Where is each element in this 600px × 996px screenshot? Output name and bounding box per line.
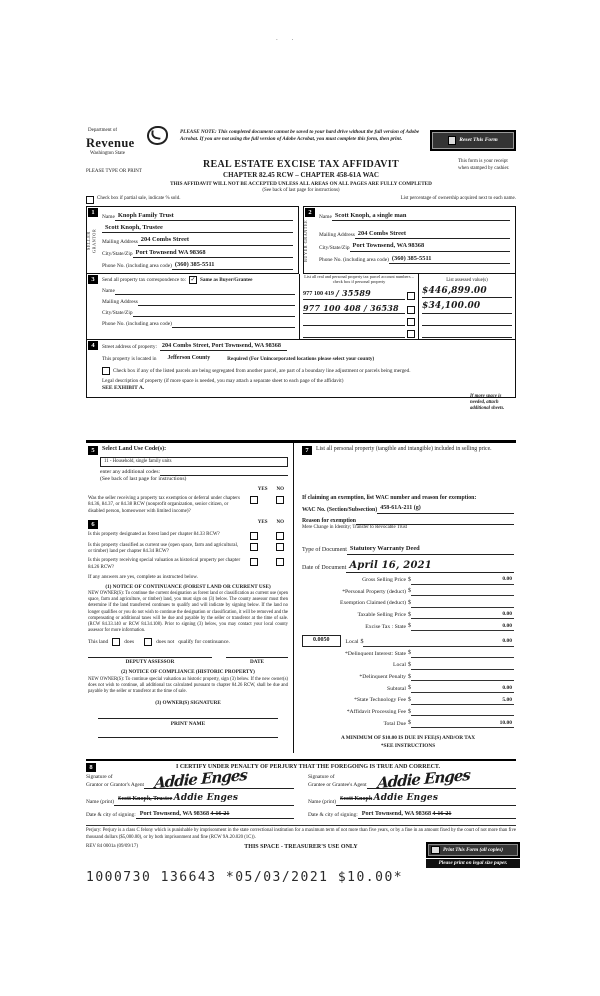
partial-sale-label: Check box if partial sale, indicate % sold. bbox=[97, 195, 181, 201]
exemption-question: Was the seller receiving a property tax exemption or deferral under chapters 84.36, 84.37, or 84.38 RCW (nonprofit organization, senior citizen, or disabled person, homeowner with limited income)? bbox=[88, 496, 240, 514]
type-of-document-label: Type of Document bbox=[302, 546, 347, 553]
parcel-numbers-column bbox=[299, 274, 419, 339]
dollar-sign: $ bbox=[408, 588, 411, 595]
ownership-note: List percentage of ownership acquired next to each name. bbox=[400, 195, 516, 201]
same-as-buyer-label: Same as Buyer/Grantee bbox=[199, 276, 253, 283]
personal-property-column bbox=[294, 443, 516, 753]
total-due-field[interactable]: 10.00 bbox=[411, 720, 514, 728]
correspondence-column bbox=[87, 274, 299, 339]
additional-codes-label: enter any additional codes: bbox=[100, 468, 161, 475]
parcel-3-field[interactable] bbox=[303, 317, 405, 326]
qualify-label: qualify for continuance. bbox=[178, 638, 230, 645]
land-use-column bbox=[86, 443, 294, 753]
corr-name-label: Name bbox=[102, 288, 115, 295]
this-land-label: This land bbox=[88, 638, 109, 645]
state-technology-fee-label: *State Technology Fee bbox=[354, 697, 406, 704]
legal-description-label: Legal description of property (if more space is needed, you may attach a separate sheet to each page of the affidavit) bbox=[102, 377, 344, 384]
excise-tax-state-field[interactable]: 0.00 bbox=[411, 623, 514, 631]
grantor-name-print-label: Name (print) bbox=[86, 798, 114, 805]
buyer-name-field[interactable]: Scott Knoph, a single man bbox=[332, 212, 510, 221]
dollar-sign: $ bbox=[408, 650, 411, 657]
form-revision-number: REV 84 0001a (09/09/17) bbox=[86, 843, 138, 849]
section-number-1: 1 bbox=[88, 208, 98, 217]
segregated-checkbox[interactable] bbox=[102, 367, 110, 375]
local-rate-box[interactable]: 0.0050 bbox=[302, 635, 341, 647]
excise-tax-local-field[interactable]: 0.00 bbox=[363, 638, 514, 646]
deputy-date-line[interactable]: DATE bbox=[226, 657, 288, 666]
grantee-name-print-field[interactable] bbox=[336, 793, 516, 806]
exemption-claimed-label: Exemption Claimed (deduct) bbox=[339, 600, 406, 607]
section-number-5: 5 bbox=[88, 446, 98, 455]
reason-exemption-field[interactable] bbox=[356, 517, 514, 525]
does-label: does bbox=[124, 638, 135, 645]
assessed-3-field[interactable] bbox=[422, 317, 512, 326]
forest-yes-checkbox[interactable] bbox=[250, 532, 258, 540]
parcel-3-personal-checkbox[interactable] bbox=[407, 318, 415, 326]
grantee-signature-block bbox=[308, 766, 516, 820]
corr-mailing-label: Mailing Address bbox=[102, 299, 138, 306]
form-header bbox=[86, 128, 516, 157]
print-form-label: Print This Form (all copies) bbox=[443, 846, 503, 853]
personal-property-deduct-field[interactable] bbox=[411, 588, 514, 596]
parcel-2-field[interactable] bbox=[303, 303, 405, 314]
certify-statement: I CERTIFY UNDER PENALTY OF PERJURY THAT THE FOREGOING IS TRUE AND CORRECT. bbox=[175, 763, 440, 770]
owners-signature-line[interactable] bbox=[98, 718, 278, 719]
affidavit-processing-fee-label: *Affidavit Processing Fee bbox=[346, 708, 406, 715]
grantor-signature-line[interactable] bbox=[144, 766, 294, 793]
historic-yes-checkbox[interactable] bbox=[250, 558, 258, 566]
if-yes-note: If any answers are yes, complete as instructed below. bbox=[88, 573, 199, 580]
taxable-selling-price-label: Taxable Selling Price bbox=[357, 612, 406, 619]
grantee-date-struck: 4-16-21 bbox=[432, 810, 452, 817]
corr-name-field[interactable] bbox=[115, 287, 295, 295]
corr-mailing-field[interactable] bbox=[138, 298, 295, 306]
assessed-2-handwritten: $34,100.00 bbox=[422, 301, 481, 312]
no-header: NO bbox=[276, 486, 284, 492]
subtotal-field[interactable]: 0.00 bbox=[411, 685, 514, 693]
excise-tax-local-label: Local bbox=[345, 639, 359, 646]
seller-csz-field[interactable]: Port Townsend WA 98368 bbox=[133, 249, 293, 258]
land-use-select[interactable]: 11 - Household, single family units bbox=[100, 457, 288, 467]
wac-no-label: WAC No. (Section/Subsection) bbox=[302, 506, 378, 513]
parcel-1-handwritten: / 35589 bbox=[335, 288, 371, 299]
reason-exemption-value: Mere Change in Identity; Transfer to Revocable Trust bbox=[302, 525, 407, 531]
corr-csz-field[interactable] bbox=[133, 309, 295, 317]
seller-csz-label: City/State/Zip bbox=[102, 250, 133, 257]
deputy-assessor-line[interactable]: DEPUTY ASSESSOR bbox=[88, 657, 212, 666]
historic-question: Is this property receiving special valuation as historical property per chapter 84.26 RCW? bbox=[88, 558, 241, 570]
grantee-name-struck: Scott Knoph bbox=[340, 795, 373, 802]
delinquent-interest-state-label: *Delinquent Interest: State bbox=[345, 650, 406, 657]
subtotal-label: Subtotal bbox=[387, 685, 406, 692]
dor-logo bbox=[86, 128, 174, 157]
grantee-name-print-label: Name (print) bbox=[308, 798, 336, 805]
street-address-field[interactable]: 204 Combs Street, Port Townsend, WA 98368 bbox=[160, 342, 287, 351]
grantor-date-city-field[interactable] bbox=[136, 810, 294, 820]
partial-sale-checkbox[interactable] bbox=[86, 196, 94, 204]
property-address-section bbox=[86, 340, 516, 398]
grantor-name-print-field[interactable] bbox=[114, 793, 294, 806]
parcel-4-field[interactable] bbox=[303, 329, 405, 338]
type-of-document-field[interactable]: Statutory Warranty Deed bbox=[347, 545, 514, 554]
date-of-document-label: Date of Document bbox=[302, 564, 347, 571]
does-not-label: does not bbox=[156, 638, 175, 645]
seller-phone-field[interactable]: (360) 385-5511 bbox=[172, 261, 293, 270]
assessed-1-handwritten: $446,899.00 bbox=[422, 285, 487, 296]
dollar-sign: $ bbox=[360, 638, 364, 645]
delinquent-penalty-field[interactable] bbox=[411, 673, 514, 681]
assessed-column-header: List assessed value(s) bbox=[446, 278, 488, 284]
logo-revenue-line: Revenue bbox=[86, 135, 135, 150]
dollar-sign: $ bbox=[408, 661, 411, 668]
treasurer-receipt-stamp: 1000730 136643 *05/03/2021 $10.00* bbox=[86, 869, 404, 885]
parcel-2-personal-checkbox[interactable] bbox=[407, 306, 415, 314]
buyer-mailing-label: Mailing Address bbox=[319, 232, 355, 239]
current-use-yes-checkbox[interactable] bbox=[250, 543, 258, 551]
parties-section bbox=[86, 206, 516, 275]
assessed-2-field[interactable] bbox=[422, 301, 512, 314]
total-due-label: Total Due bbox=[383, 720, 406, 727]
acceptance-warning: THIS AFFIDAVIT WILL NOT BE ACCEPTED UNLESS ALL AREAS ON ALL PAGES ARE FULLY COMPLETED bbox=[170, 181, 432, 188]
dollar-sign: $ bbox=[408, 599, 411, 606]
county-required-note: Required (For Unincorporated locations please select your county) bbox=[227, 355, 375, 362]
form-title: REAL ESTATE EXCISE TAX AFFIDAVIT bbox=[203, 159, 399, 171]
seller-grantor-box bbox=[86, 206, 299, 275]
reset-form-icon bbox=[448, 136, 456, 145]
section-number-7: 7 bbox=[302, 446, 312, 455]
wac-no-field[interactable]: 458-61A-211 (g) bbox=[377, 505, 514, 514]
tax-correspondence-section bbox=[86, 274, 516, 340]
seller-mailing-label: Mailing Address bbox=[102, 238, 138, 245]
treasurer-use-label: THIS SPACE - TREASURER'S USE ONLY bbox=[244, 843, 358, 850]
yes-header-2: YES bbox=[257, 519, 268, 525]
current-use-no-checkbox[interactable] bbox=[276, 543, 284, 551]
personal-property-blank-area[interactable] bbox=[302, 455, 514, 495]
logo-dept-line: Department of bbox=[88, 128, 118, 133]
notice-compliance-title: (2) NOTICE OF COMPLIANCE (HISTORIC PROPERTY) bbox=[121, 668, 255, 675]
affidavit-form bbox=[86, 128, 516, 887]
segregated-label: Check box if any of the listed parcels are being segregated from another parcel, are part of a boundary line adjustment or parcels being merged. bbox=[113, 367, 411, 374]
dollar-sign: $ bbox=[408, 576, 411, 583]
date-of-document-field[interactable] bbox=[346, 559, 514, 573]
delinquent-interest-local-label: Local bbox=[393, 662, 406, 669]
parcel-column-header: List all real and personal property tax parcel account numbers – check box if personal property bbox=[304, 274, 414, 285]
legal-paper-note: Please print on legal size paper. bbox=[426, 859, 520, 868]
section-number-8: 8 bbox=[86, 763, 96, 772]
county-field[interactable]: Jefferson County bbox=[167, 355, 211, 362]
land-use-title: Select Land Use Code(s): bbox=[102, 445, 167, 452]
grantor-name-handwritten: Addie Enges bbox=[173, 792, 239, 803]
buyer-csz-label: City/State/Zip bbox=[319, 244, 350, 251]
exemption-yes-checkbox[interactable] bbox=[250, 496, 258, 504]
type-or-print-note: PLEASE TYPE OR PRINT bbox=[86, 169, 142, 175]
grantor-date-struck: 4-16-21 bbox=[210, 810, 230, 817]
notice-compliance-body: NEW OWNER(S): To continue special valuation as historic property, sign (3) below. If the new owner(s) does not wish to continue, all additional tax calculated pursuant to chapter 84.26 RCW, shall be due and payable by the seller or transferor at the time of sale. bbox=[88, 676, 288, 694]
date-of-document-handwritten: April 16, 2021 bbox=[349, 559, 432, 571]
grantor-signature-block bbox=[86, 766, 294, 820]
printer-icon bbox=[431, 846, 440, 854]
street-address-label: Street address of property: bbox=[102, 344, 157, 351]
buyer-phone-field[interactable]: (360) 385-5511 bbox=[389, 255, 510, 264]
minimum-due-note: A MINIMUM OF $10.00 IS DUE IN FEE(S) AND/OR TAX bbox=[340, 735, 476, 742]
notice-continuance-body: NEW OWNER(S): To continue the current designation as forest land or classification as current use (open space, farm and agriculture, or timber) land, you must sign on (3) below. The county assessor must then determine if the land transferred continues to qualify and will indicate by signing below. If the land no longer qualifies or you do not wish to continue the designation or classification, it will be removed and the compensating or additional taxes will be due and payable by the seller or transferor at the time of sale. (RCW 84.33.140 or RCW 84.34.108). Prior to signing (3) below, you may contact your local county assessor for more information. bbox=[88, 591, 288, 633]
buyer-phone-label: Phone No. (including area code) bbox=[319, 256, 389, 263]
buyer-grantee-box bbox=[303, 206, 516, 275]
title-block bbox=[86, 158, 516, 180]
reason-exemption-label: Reason for exemption bbox=[302, 517, 356, 524]
seller-mailing-field[interactable]: 204 Combs Street bbox=[138, 236, 293, 245]
yes-header: YES bbox=[257, 486, 268, 492]
does-not-qualify-checkbox[interactable] bbox=[144, 638, 152, 646]
section-number-4: 4 bbox=[88, 341, 98, 350]
see-instructions-note: *SEE INSTRUCTIONS bbox=[380, 742, 436, 749]
claiming-exemption-label: If claiming an exemption, list WAC number and reason for exemption: bbox=[302, 494, 477, 501]
corr-phone-field[interactable] bbox=[172, 320, 295, 328]
seller-name-field[interactable]: Knoph Family Trust bbox=[115, 212, 293, 221]
grantor-city-value: Port Townsend, WA 98368 bbox=[139, 809, 210, 817]
partial-sale-row bbox=[86, 196, 516, 204]
receipt-note: This form is your receipt when stamped by cashier. bbox=[458, 159, 510, 171]
logo-state-line: Washington State bbox=[90, 150, 126, 156]
grantee-signature-script: Addie Enges bbox=[376, 766, 470, 793]
forest-land-question: Is this property designated as forest land per chapter 84.33 RCW? bbox=[88, 531, 220, 537]
exemption-no-checkbox[interactable] bbox=[276, 496, 284, 504]
buyer-name-label: Name bbox=[319, 213, 332, 220]
dollar-sign: $ bbox=[408, 685, 411, 692]
assessed-1-field[interactable] bbox=[422, 286, 512, 299]
dollar-sign: $ bbox=[408, 623, 411, 630]
grantee-signature-line[interactable] bbox=[367, 766, 516, 793]
notice-continuance-title: (1) NOTICE OF CONTINUANCE (FOREST LAND OR CURRENT USE) bbox=[105, 583, 271, 590]
delinquent-interest-local-field[interactable] bbox=[411, 662, 514, 670]
legal-description-value[interactable]: SEE EXHIBIT A. bbox=[102, 385, 145, 392]
parcel-2-handwritten: 977 100 408 / 36538 bbox=[303, 302, 399, 313]
certification-section bbox=[86, 759, 516, 822]
acrobat-note: PLEASE NOTE: This completed document cannot be saved to your hard drive without the full version of Adobe Acrobat. If you are not using the full version of Adobe Acrobat, you must complete this form, then print. bbox=[180, 129, 420, 142]
current-use-question: Is this property classified as current use (open space, farm and agricultural, or timber) land per chapter 84.34 RCW? bbox=[88, 542, 239, 554]
grantee-agent-label: Grantee or Grantee's Agent bbox=[308, 781, 367, 788]
grantee-city-value: Port Townsend, WA 98368 bbox=[361, 809, 432, 817]
parcel-1-field[interactable] bbox=[303, 288, 405, 299]
seller-name-label: Name bbox=[102, 213, 115, 220]
no-header-2: NO bbox=[276, 519, 284, 525]
exemption-claimed-field[interactable] bbox=[411, 600, 514, 608]
historic-no-checkbox[interactable] bbox=[276, 558, 284, 566]
grantor-date-city-label: Date & city of signing: bbox=[86, 812, 136, 819]
dollar-sign: $ bbox=[408, 697, 411, 703]
middle-columns bbox=[86, 440, 516, 753]
grantee-name-handwritten: Addie Enges bbox=[373, 792, 439, 803]
personal-property-deduct-label: *Personal Property (deduct) bbox=[342, 588, 406, 595]
see-back-note: (See back of last page for instructions) bbox=[262, 188, 340, 194]
corr-csz-label: City/State/Zip bbox=[102, 310, 133, 317]
buyer-mailing-field[interactable]: 204 Combs Street bbox=[355, 230, 510, 239]
affidavit-processing-fee-field[interactable] bbox=[411, 708, 514, 716]
taxable-selling-price-field[interactable]: 0.00 bbox=[411, 611, 514, 619]
parcel-4-personal-checkbox[interactable] bbox=[407, 330, 415, 338]
located-in-label: This property is located in bbox=[102, 355, 157, 362]
parcel-1-personal-checkbox[interactable] bbox=[407, 292, 415, 300]
see-back-instructions: (See back of last page for instructions) bbox=[100, 476, 187, 483]
dollar-sign: $ bbox=[408, 673, 411, 680]
seller-name2-field[interactable]: Scott Knoph, Trustee bbox=[102, 224, 293, 233]
print-form-button[interactable] bbox=[426, 842, 520, 858]
chapter-subtitle: CHAPTER 82.45 RCW – CHAPTER 458-61A WAC bbox=[223, 171, 379, 180]
owners-signature-title: (3) OWNER(S) SIGNATURE bbox=[155, 699, 221, 706]
perjury-notice: Perjury: Perjury is a class C felony which is punishable by imprisonment in the state correctional institution for a maximum term of not more than five years, or by a fine in an amount fixed by the court of not more than five thousand dollars ($5,000.00), or by both imprisonment and fine (RCW 9A.20.020 (1C)). bbox=[86, 825, 516, 840]
gross-selling-price-field[interactable]: 0.00 bbox=[411, 576, 514, 584]
buyer-csz-field[interactable]: Port Townsend, WA 98368 bbox=[350, 242, 510, 251]
print-name-line[interactable] bbox=[98, 737, 278, 738]
excise-tax-state-label: Excise Tax : State bbox=[365, 623, 406, 630]
forest-no-checkbox[interactable] bbox=[276, 532, 284, 540]
dollar-sign: $ bbox=[408, 720, 411, 727]
scan-artifact-dots: . . bbox=[276, 34, 300, 42]
print-area bbox=[426, 842, 520, 868]
state-technology-fee-field[interactable]: 5.00 bbox=[411, 697, 514, 705]
does-qualify-checkbox[interactable] bbox=[112, 638, 120, 646]
assessed-values-column bbox=[419, 274, 515, 339]
dollar-sign: $ bbox=[408, 708, 411, 715]
dollar-sign: $ bbox=[408, 611, 411, 618]
parcel-1-printed: 977 100 419 bbox=[303, 290, 334, 298]
delinquent-penalty-label: *Delinquent Penalty bbox=[359, 673, 406, 680]
seller-grantor-side-label: SELLER GRANTOR bbox=[86, 228, 97, 253]
grantee-date-city-label: Date & city of signing: bbox=[308, 812, 358, 819]
revenue-emblem-icon bbox=[147, 126, 168, 145]
reset-form-label: Reset This Form bbox=[459, 136, 498, 143]
grantor-name-struck: Scott Knoph, Trustee bbox=[118, 795, 173, 802]
assessed-4-field[interactable] bbox=[422, 329, 512, 338]
corr-phone-label: Phone No. (including area code) bbox=[102, 321, 172, 328]
grantee-date-city-field[interactable] bbox=[358, 810, 516, 820]
section-number-6: 6 bbox=[88, 520, 98, 529]
print-name-label: PRINT NAME bbox=[170, 720, 206, 727]
reset-form-button[interactable] bbox=[430, 130, 516, 151]
section-number-3: 3 bbox=[88, 275, 98, 284]
more-space-margin-note: If more space is needed, attach additional sheets. bbox=[470, 394, 505, 411]
grantor-signature-script: Addie Enges bbox=[153, 766, 248, 793]
grantor-agent-label: Grantor or Grantor's Agent bbox=[86, 781, 145, 788]
send-correspondence-label: Send all property tax correspondence to: bbox=[102, 276, 186, 283]
grantee-signature-of-label: Signature of bbox=[308, 773, 335, 780]
footer-row bbox=[86, 843, 516, 866]
gross-selling-price-label: Gross Selling Price bbox=[362, 577, 406, 584]
same-as-buyer-checkbox[interactable]: ✓ bbox=[190, 277, 196, 284]
seller-phone-label: Phone No. (including area code) bbox=[102, 263, 172, 270]
delinquent-interest-state-field[interactable] bbox=[411, 650, 514, 658]
grantor-signature-of-label: Signature of bbox=[86, 773, 113, 780]
personal-property-label: List all personal property (tangible and intangible) included in selling price. bbox=[316, 445, 492, 452]
buyer-grantee-side-label: BUYER GRANTEE bbox=[303, 219, 308, 262]
section-number-2: 2 bbox=[305, 208, 315, 217]
